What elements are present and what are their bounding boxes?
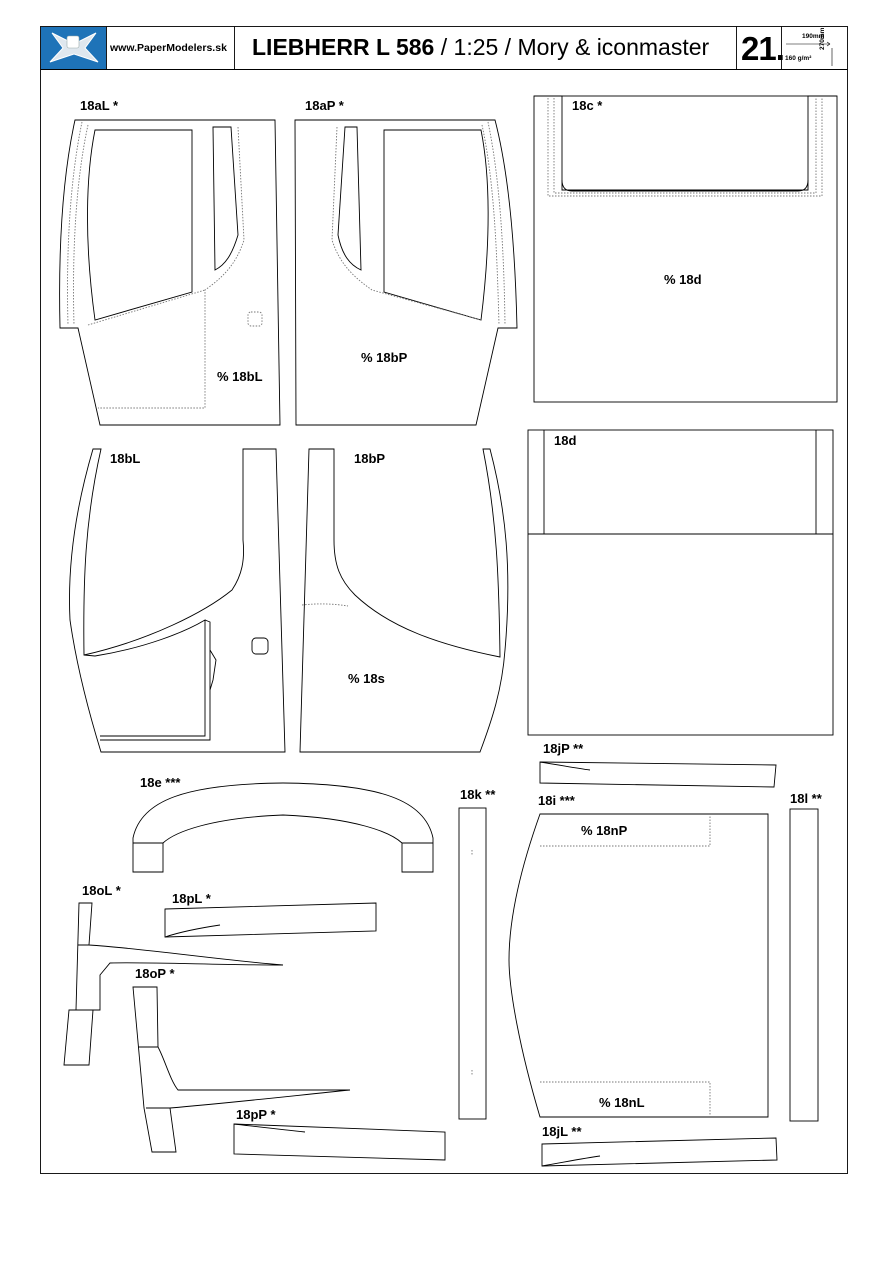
part-18pP (234, 1124, 445, 1160)
part-18jL (542, 1138, 777, 1166)
label-ref-18bP: % 18bP (361, 350, 408, 365)
part-18i (509, 814, 768, 1117)
label-ref-18s: % 18s (348, 671, 385, 686)
label-18aL: 18aL * (80, 98, 119, 113)
label-18pL: 18pL * (172, 891, 211, 906)
part-18d (528, 430, 833, 735)
part-18oL (64, 903, 283, 1065)
label-ref-18d: % 18d (664, 272, 702, 287)
label-ref-18nP: % 18nP (581, 823, 628, 838)
label-18c: 18c * (572, 98, 603, 113)
part-18c (534, 96, 837, 402)
paper-height: 270mm (819, 27, 826, 50)
part-18bP (300, 449, 508, 752)
part-18jP (540, 762, 776, 787)
label-ref-18nL: % 18nL (599, 1095, 645, 1110)
papermodelers-logo (41, 27, 106, 69)
label-18bL: 18bL (110, 451, 141, 466)
label-ref-18bL: % 18bL (217, 369, 263, 384)
label-18i: 18i *** (538, 793, 575, 808)
label-18jP: 18jP ** (543, 741, 584, 756)
label-18e: 18e *** (140, 775, 181, 790)
part-18l (790, 809, 818, 1121)
model-name: LIEBHERR L 586 (252, 34, 435, 60)
part-18pL (165, 903, 376, 937)
paper-width: 190mm (802, 33, 825, 40)
label-18aP: 18aP * (305, 98, 344, 113)
sheet-title (252, 34, 709, 61)
paper-weight: 160 g/m² (785, 55, 812, 62)
part-18e (133, 783, 433, 872)
label-18oL: 18oL * (82, 883, 121, 898)
label-18l: 18l ** (790, 791, 822, 806)
page-number: 21. (741, 30, 784, 67)
part-18aP (295, 120, 517, 425)
label-18k: 18k ** (460, 787, 496, 802)
label-18jL: 18jL ** (542, 1124, 582, 1139)
label-18pP: 18pP * (236, 1107, 276, 1122)
label-18oP: 18oP * (135, 966, 175, 981)
label-18d: 18d (554, 433, 577, 448)
part-18k (459, 808, 486, 1119)
part-18bL (70, 449, 285, 752)
scale-authors: / 1:25 / Mory & iconmaster (434, 34, 710, 60)
label-18bP: 18bP (354, 451, 386, 466)
website-label: www.PaperModelers.sk (110, 42, 227, 54)
sheet-frame (41, 27, 848, 1174)
